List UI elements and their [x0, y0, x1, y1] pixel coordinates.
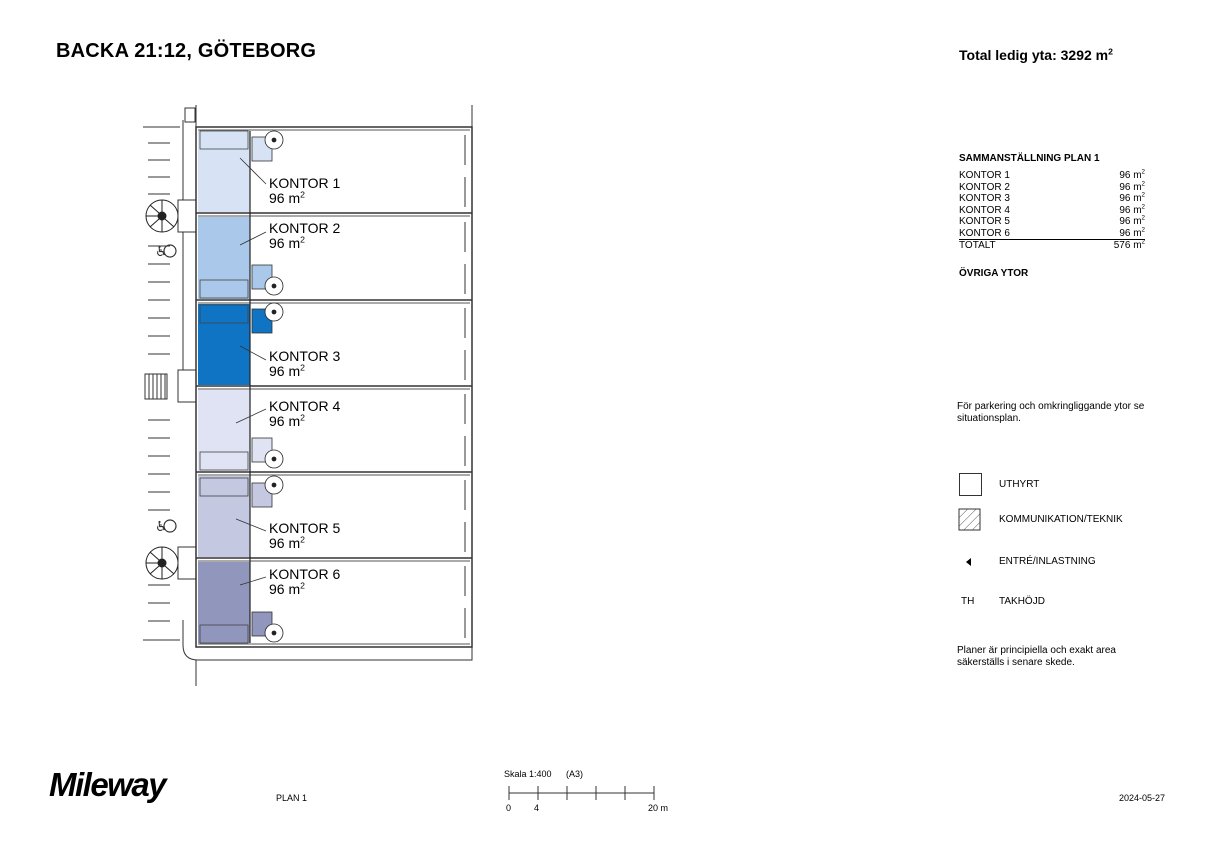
summary-row: KONTOR 2 96 $m^2$ [959, 180, 1145, 193]
unit-label-kontor-2: KONTOR 2 96 $m^2$ [269, 220, 341, 251]
scale-tick-4: 4 [534, 803, 540, 813]
legend-communication-swatch [959, 509, 980, 530]
paper-size-label: (A3) [566, 769, 584, 779]
unit-zone [198, 562, 250, 643]
legend-entrance-label: ENTRÉ/INLASTNING [999, 556, 1096, 567]
legend-ceiling-abbr: TH [961, 596, 975, 607]
parking-note: För parkering och omkringliggande ytor se situationsplan. [957, 401, 1145, 424]
mileway-logo: Mileway [49, 766, 166, 803]
unit-label-kontor-1: KONTOR 1 96 $m^2$ [269, 175, 341, 206]
unit-label-kontor-4: KONTOR 4 96 $m^2$ [269, 398, 341, 429]
summary-row: KONTOR 3 96 $m^2$ [959, 191, 1145, 204]
unit-zone [198, 476, 250, 557]
unit-label-kontor-6: KONTOR 6 96 $m^2$ [269, 566, 341, 597]
summary-row: KONTOR 6 96 $m^2$ [959, 226, 1145, 239]
legend-rented-swatch [959, 473, 982, 496]
total-free-area: Total ledig yta: 3292 $m^2$ [959, 46, 1113, 63]
summary-row: KONTOR 5 96 $m^2$ [959, 214, 1145, 227]
plan-date: 2024-05-27 [1119, 793, 1166, 803]
page-title: BACKA 21:12, GÖTEBORG [56, 40, 317, 62]
summary-row: KONTOR 4 96 $m^2$ [959, 203, 1145, 216]
unit-zone [198, 390, 250, 471]
summary-total-row: TOTALT 576 $m^2$ [959, 238, 1145, 251]
entrance-arrow-icon [966, 558, 971, 566]
plan-label: PLAN 1 [276, 793, 308, 803]
scale-tick-20: 20 m [648, 803, 669, 813]
unit-label-kontor-5: KONTOR 5 96 $m^2$ [269, 520, 341, 551]
accessibility-glyph: ♿ [155, 244, 168, 260]
scale-tick-0: 0 [506, 803, 512, 813]
summary-table [959, 170, 1145, 252]
unit-zone [198, 131, 250, 212]
legend-communication-label: KOMMUNIKATION/TEKNIK [999, 514, 1123, 525]
summary-heading: SAMMANSTÄLLNING PLAN 1 [959, 153, 1100, 164]
summary-row: KONTOR 1 96 $m^2$ [959, 168, 1145, 181]
legend-ceiling-label: TAKHÖJD [999, 596, 1045, 607]
scale-label: Skala 1:400 [504, 769, 552, 779]
accessibility-glyph: ♿ [155, 519, 168, 535]
other-areas-heading: ÖVRIGA YTOR [959, 268, 1029, 279]
legend-rented-label: UTHYRT [999, 479, 1040, 490]
disclaimer-note: Planer är principiella och exakt area säkerställs i senare skede. [957, 645, 1116, 668]
unit-zone [198, 304, 250, 385]
unit-label-kontor-3: KONTOR 3 96 $m^2$ [269, 348, 341, 379]
scale-bar [509, 786, 654, 800]
unit-zone [198, 217, 250, 299]
